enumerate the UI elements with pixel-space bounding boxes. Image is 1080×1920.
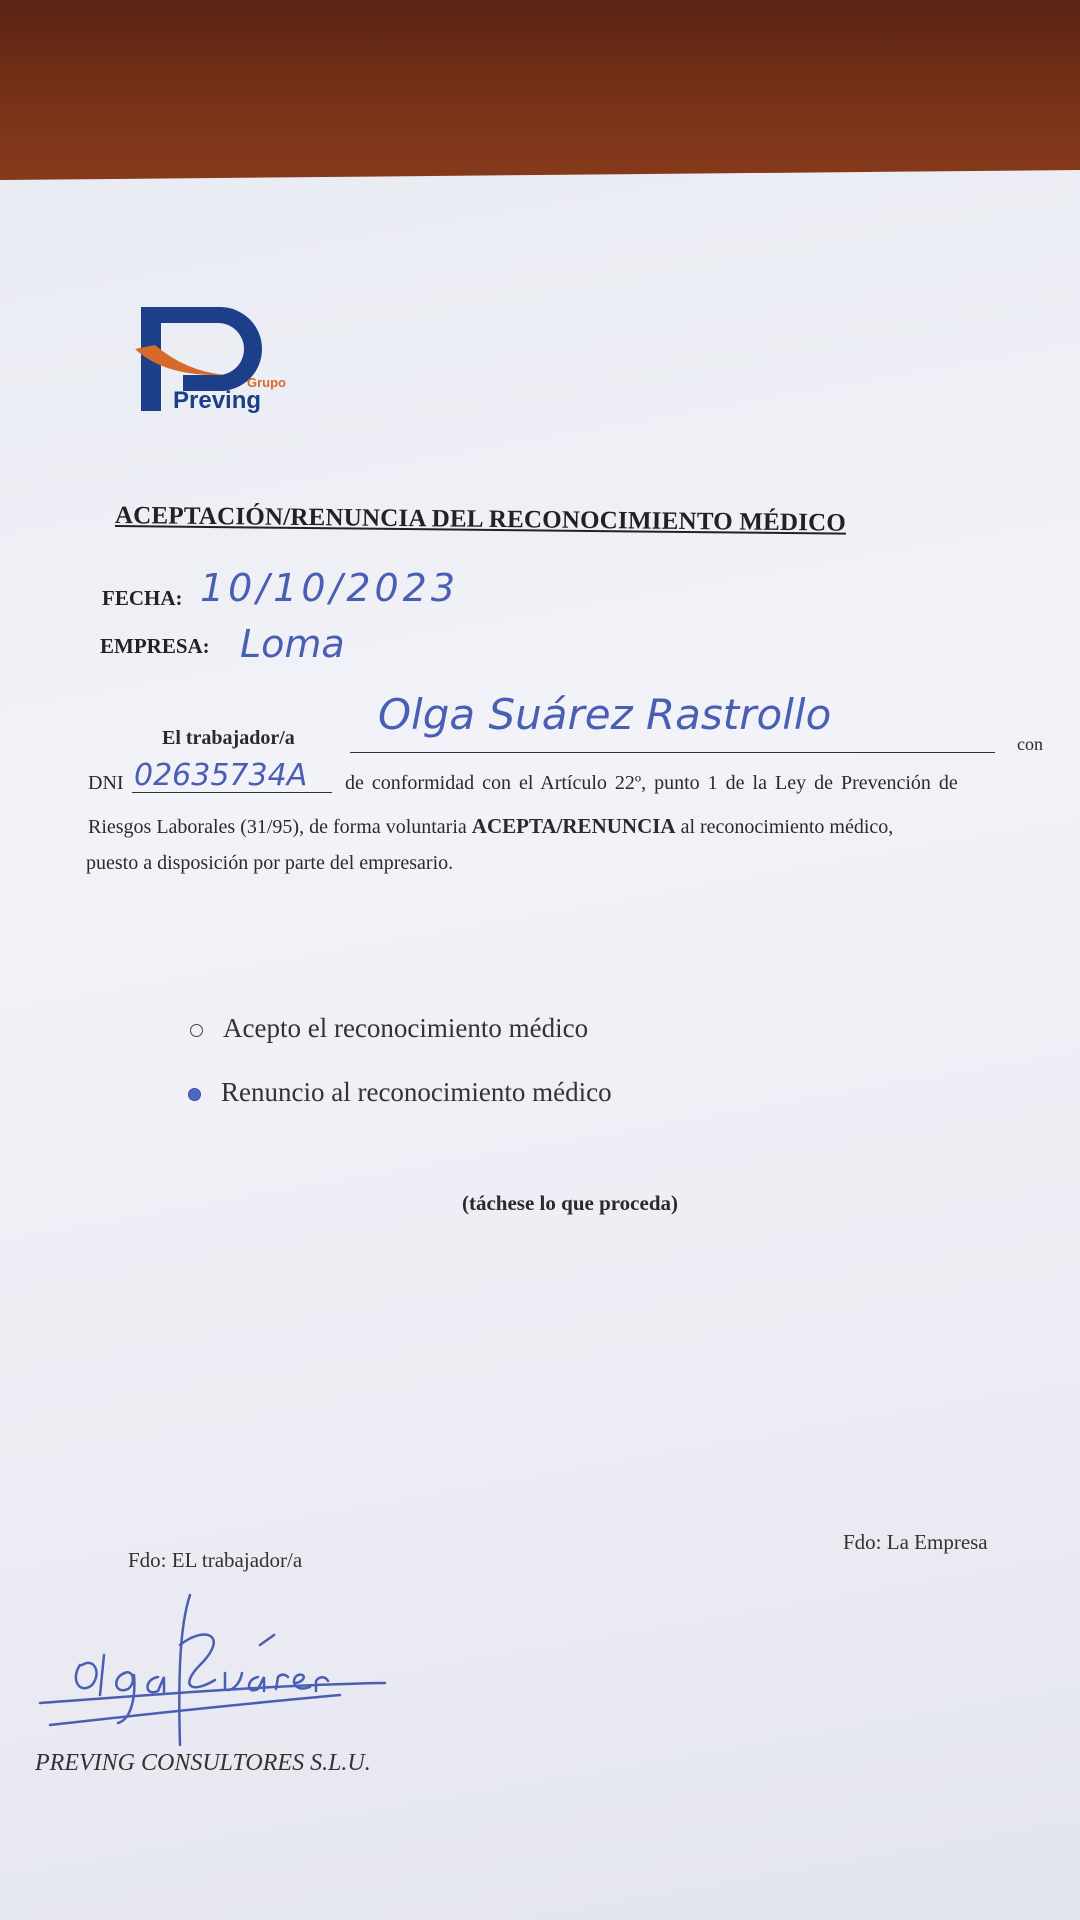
worker-name-line (350, 751, 995, 753)
company-signature-label: Fdo: La Empresa (843, 1530, 988, 1554)
preving-logo (125, 305, 300, 415)
wood-table-background (0, 0, 1080, 200)
worker-signature (30, 1585, 400, 1750)
dni-value: 02635734A (134, 758, 308, 793)
worker-signature-label: Fdo: EL trabajador/a (128, 1548, 303, 1572)
instruction-text: (táchese lo que proceda) (462, 1191, 678, 1215)
empresa-value: Loma (240, 622, 345, 666)
statement-line2 (88, 814, 893, 839)
logo-grupo-text: Grupo (247, 375, 286, 390)
company-name: PREVING CONSULTORES S.L.U. (35, 1750, 371, 1776)
empresa-label: EMPRESA: (100, 634, 210, 658)
option-acepto[interactable] (190, 1013, 588, 1044)
statement-line3: puesto a disposición por parte del empresario. (86, 852, 454, 874)
intro-text: El trabajador/a (162, 727, 295, 749)
fecha-value: 10/10/2023 (200, 566, 460, 610)
statement-line2-bold: ACEPTA/RENUNCIA (471, 814, 676, 838)
worker-name: Olga Suárez Rastrollo (378, 690, 832, 739)
fecha-label: FECHA: (102, 586, 183, 610)
con-text: con (1017, 734, 1043, 754)
radio-selected-icon[interactable] (188, 1088, 201, 1101)
document-title: ACEPTACIÓN/RENUNCIA DEL RECONOCIMIENTO MÉDICO (114, 502, 847, 537)
option-renuncio[interactable] (188, 1077, 612, 1108)
statement-line2-b: al reconocimiento médico, (680, 816, 894, 838)
radio-unselected-icon[interactable] (190, 1024, 203, 1037)
dni-label: DNI (88, 772, 124, 794)
option-acepto-label: Acepto el reconocimiento médico (223, 1013, 589, 1043)
logo-preving-text: Preving (173, 387, 262, 414)
statement-line1-rest: de conformidad con el Artículo 22º, punto 1 de la Ley de Prevención de (345, 772, 958, 794)
statement-line2-a: Riesgos Laborales (31/95), de forma voluntaria (88, 816, 467, 838)
option-renuncio-label: Renuncio al reconocimiento médico (221, 1077, 612, 1107)
